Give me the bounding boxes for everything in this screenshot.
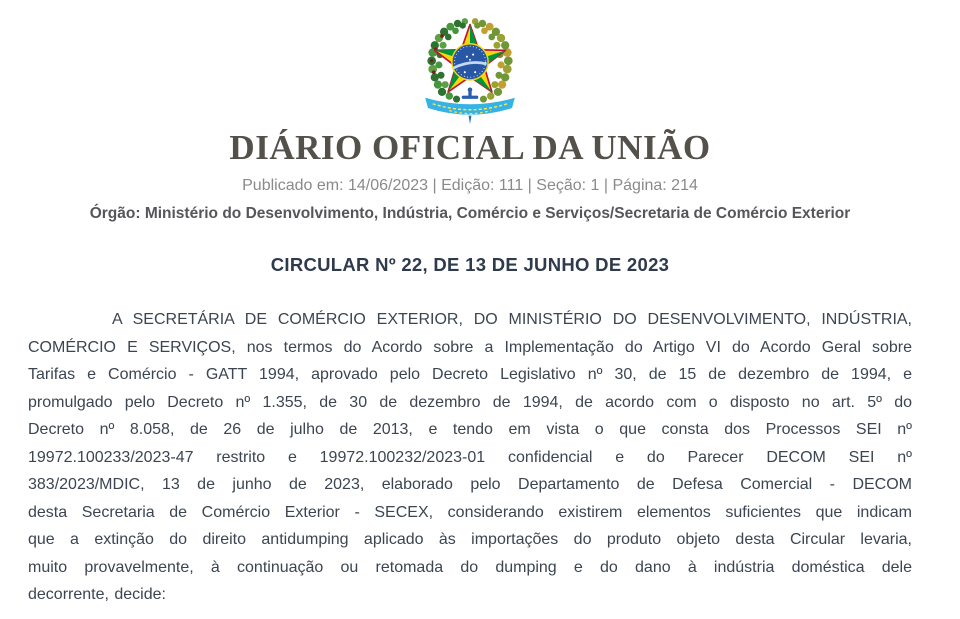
masthead <box>28 8 912 223</box>
article <box>28 253 912 609</box>
paragraph-line: desta Secretaria de Comércio Exterior - SECEX, considerando existirem elementos suficientes que indicam <box>28 503 912 521</box>
paragraph-line: A SECRETÁRIA DE COMÉRCIO EXTERIOR, DO MINISTÉRIO DO DESENVOLVIMENTO, INDÚSTRIA, <box>112 311 912 328</box>
paragraph-line: Decreto nº 8.058, de 26 de julho de 2013, e tendo em vista o que consta dos Processos SEI nº <box>28 421 912 438</box>
circular-body <box>28 306 912 609</box>
paragraph-line: que a extinção do direito antidumping aplicado às importações do produto objeto desta Circular levaria, <box>28 531 912 548</box>
circular-heading: CIRCULAR Nº 22, DE 13 DE JUNHO DE 2023 <box>270 254 670 275</box>
paragraph-line: promulgado pelo Decreto nº 1.355, de 30 de dezembro de 1994, de acordo com o disposto no art. 5º do <box>28 393 912 411</box>
paragraph-line: COMÉRCIO E SERVIÇOS, nos termos do Acordo sobre a Implementação do Artigo VI do Acordo Geral sobre <box>28 338 912 356</box>
paragraph-line: muito provavelmente, à continuação ou retomada do dumping e do dano à indústria doméstica dele <box>28 558 912 576</box>
paragraph-line: 19972.100233/2023-47 restrito e 19972.100232/2023-01 confidencial e do Parecer DECOM SEI nº <box>28 448 912 466</box>
paragraph-line: Tarifas e Comércio - GATT 1994, aprovado pelo Decreto Legislativo nº 30, de 15 de dezembro de 1994, e <box>28 366 912 383</box>
coat-of-arms-graphic <box>418 8 522 125</box>
ribbon <box>424 97 515 124</box>
central-disc <box>452 44 488 80</box>
dou-page <box>28 8 912 609</box>
organ-line: Órgão: Ministério do Desenvolvimento, Indústria, Comércio e Serviços/Secretaria de Comércio Exterior <box>89 205 851 222</box>
sword-hilt <box>462 88 479 99</box>
page-title: DIÁRIO OFICIAL DA UNIÃO <box>229 128 711 167</box>
paragraph-line: 383/2023/MDIC, 13 de junho de 2023, elaborado pelo Departamento de Defesa Comercial - DECOM <box>28 476 912 493</box>
paragraph-line: decorrente, decide: <box>28 586 166 603</box>
brazil-coat-of-arms-icon <box>418 8 522 125</box>
publication-info: Publicado em: 14/06/2023 | Edição: 111 | Seção: 1 | Página: 214 <box>242 177 698 194</box>
